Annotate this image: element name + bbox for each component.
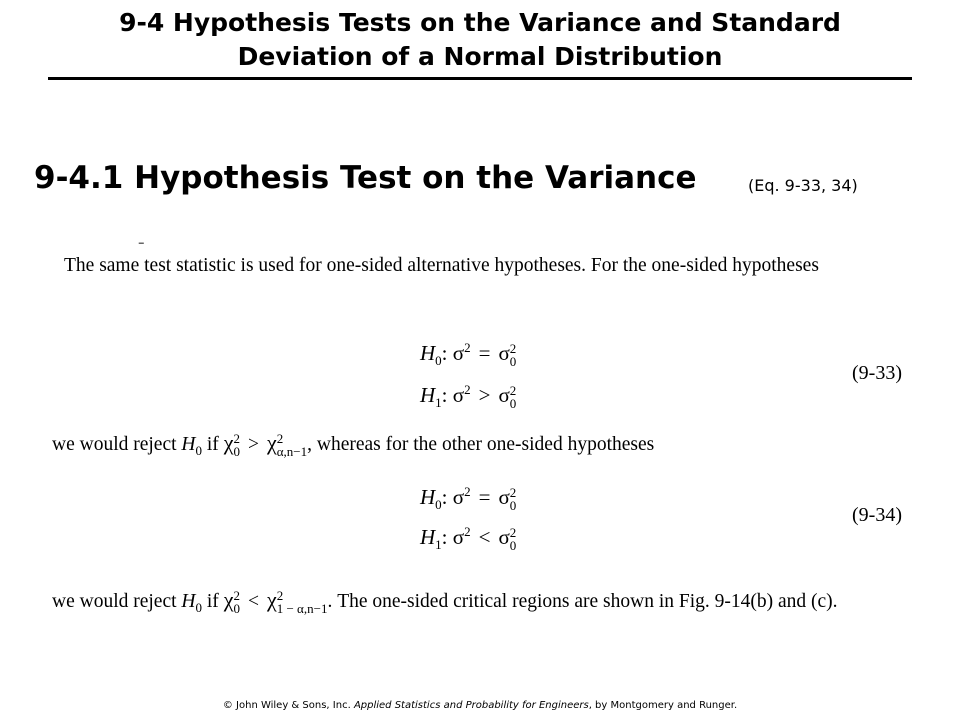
paragraph-intro [52,252,902,280]
scan-mark: - [138,232,145,253]
paragraph-intro-text: The same test statistic is used for one-sided alternative hypotheses. For the one-sided hypotheses [64,255,819,276]
copyright-footer: © John Wiley & Sons, Inc. Applied Statistics and Probability for Engineers, by Montgomery and Runger. [222,700,738,711]
hypothesis-alt-1: $H_1$: $\sigma^2 > \sigma$ 2 0 [420,382,517,411]
paragraph-reject-2: we would reject $H_0$ if χ 2 0 < χ 2 1 − α,n−1 . The one-sided critical regions are shown in Fig. 9-14(b) and (c). [52,587,838,616]
hypothesis-null-1: $H_0$: $\sigma^2 = \sigma$ 2 0 [420,340,517,369]
paragraph-reject-1: we would reject $H_0$ if χ 2 0 > χ 2 α,n−1 , whereas for the other one-sided hypotheses [52,430,655,459]
slide-title [40,6,920,74]
equation-reference: (Eq. 9-33, 34) [748,176,858,195]
hypothesis-alt-2: $H_1$: $\sigma^2 < \sigma$ 2 0 [420,524,517,553]
slide-title-line-1: 9-4 Hypothesis Tests on the Variance and Standard [119,8,841,37]
hypothesis-null-2: $H_0$: $\sigma^2 = \sigma$ 2 0 [420,484,517,513]
equation-number-9-33: (9-33) [852,362,902,384]
title-underline [48,77,912,80]
slide-title-line-2: Deviation of a Normal Distribution [237,42,723,71]
section-heading: 9-4.1 Hypothesis Test on the Variance [34,160,697,196]
equation-number-9-34: (9-34) [852,504,902,526]
